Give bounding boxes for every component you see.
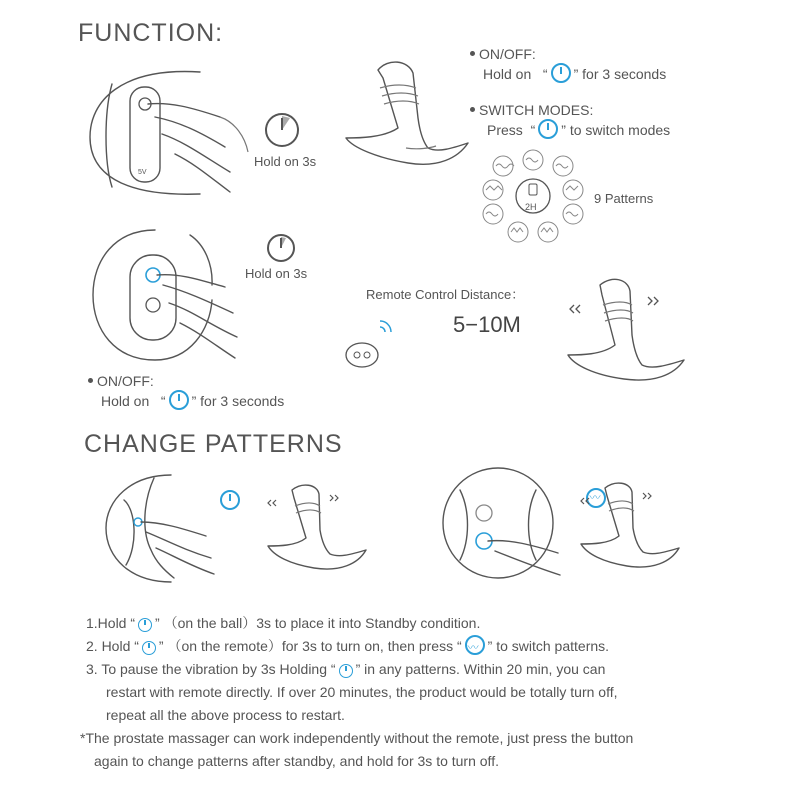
wave-mode-icon <box>465 635 485 655</box>
clock-icon <box>263 230 299 266</box>
instruction-line-3: 3. To pause the vibration by 3s Holding “ ” in any patterns. Within 20 min, you can <box>86 661 606 677</box>
bullet-icon <box>88 378 93 383</box>
instruction-line-2: 2. Hold “ ” （on the remote）for 3s to turn on, then press “〰 ” to switch patterns. <box>86 635 786 658</box>
remote-closeup-illustration <box>85 225 260 365</box>
power-icon <box>538 119 558 139</box>
patterns-center-label: 2H <box>525 202 537 212</box>
on-off-text-after: for 3 seconds <box>582 66 667 82</box>
power-icon <box>220 490 240 510</box>
remote-distance-label: Remote Control Distance： <box>366 287 525 302</box>
instruction-2-middle: （on the remote）for 3s to turn on, then press <box>167 638 454 654</box>
power-icon <box>169 390 189 410</box>
massager-vibrating-illustration-3 <box>575 478 695 578</box>
power-icon <box>142 641 156 655</box>
note-line-2: again to change patterns after standby, and hold for 3s to turn off. <box>94 753 499 769</box>
instruction-3-before: 3. To pause the vibration by 3s Holding <box>86 661 328 677</box>
switch-modes-text-before: Press <box>487 122 523 138</box>
on-off-text-before: Hold on <box>101 393 150 409</box>
instruction-line-3b: restart with remote directly. If over 20 minutes, the product would be totally turn off, <box>106 684 618 700</box>
on-off-text-before: Hold on <box>483 66 532 82</box>
bullet-icon <box>470 51 475 56</box>
power-icon <box>138 618 152 632</box>
instruction-line-3c: repeat all the above process to restart. <box>106 707 345 723</box>
switch-modes-instruction: SWITCH MODES: Press “ ” to switch modes <box>470 101 670 139</box>
on-off-instruction-left: ON/OFF: Hold on “ ” for 3 seconds <box>88 372 284 410</box>
ball-hand-illustration <box>96 470 236 585</box>
remote-ball-hand-illustration <box>440 465 575 585</box>
instruction-2-before: 2. Hold <box>86 638 131 654</box>
change-patterns-title: CHANGE PATTERNS <box>84 430 343 458</box>
on-off-text-after: for 3 seconds <box>200 393 285 409</box>
instruction-2-after: to switch patterns. <box>496 638 610 654</box>
instruction-3-after: in any patterns. Within 20 min, you can <box>364 661 606 677</box>
massager-product-illustration <box>338 58 478 178</box>
on-off-heading: ON/OFF: <box>479 46 536 62</box>
function-title: FUNCTION: <box>78 19 224 47</box>
power-icon <box>551 63 571 83</box>
massager-vibrating-illustration <box>560 275 700 395</box>
device-5v-label: 5V <box>138 169 147 176</box>
remote-distance-value: 5−10M <box>453 312 521 337</box>
instruction-line-1: 1.Hold “ ” （on the ball）3s to place it into Standby condition. <box>86 615 481 631</box>
instructions-block <box>80 612 786 773</box>
instruction-1-after: （on the ball）3s to place it into Standby condition. <box>163 615 481 631</box>
nine-patterns-wheel <box>478 148 588 248</box>
hold-on-3s-label-2: Hold on 3s <box>245 266 308 281</box>
nine-patterns-label: 9 Patterns <box>594 191 654 206</box>
remote-icon <box>340 315 400 375</box>
bullet-icon <box>470 107 475 112</box>
note-line-1: *The prostate massager can work independently without the remote, just press the button <box>80 730 634 746</box>
switch-modes-text-after: to switch modes <box>569 122 671 138</box>
on-off-instruction-right: ON/OFF: Hold on “ ” for 3 seconds <box>470 45 666 83</box>
clock-icon <box>262 110 302 150</box>
power-icon <box>339 664 353 678</box>
switch-modes-heading: SWITCH MODES: <box>479 102 594 118</box>
on-off-heading: ON/OFF: <box>97 373 154 389</box>
instruction-1-before: 1.Hold <box>86 615 127 631</box>
hold-on-3s-label-1: Hold on 3s <box>254 154 317 169</box>
massager-vibrating-illustration-2 <box>262 480 382 580</box>
device-closeup-illustration <box>80 62 250 202</box>
